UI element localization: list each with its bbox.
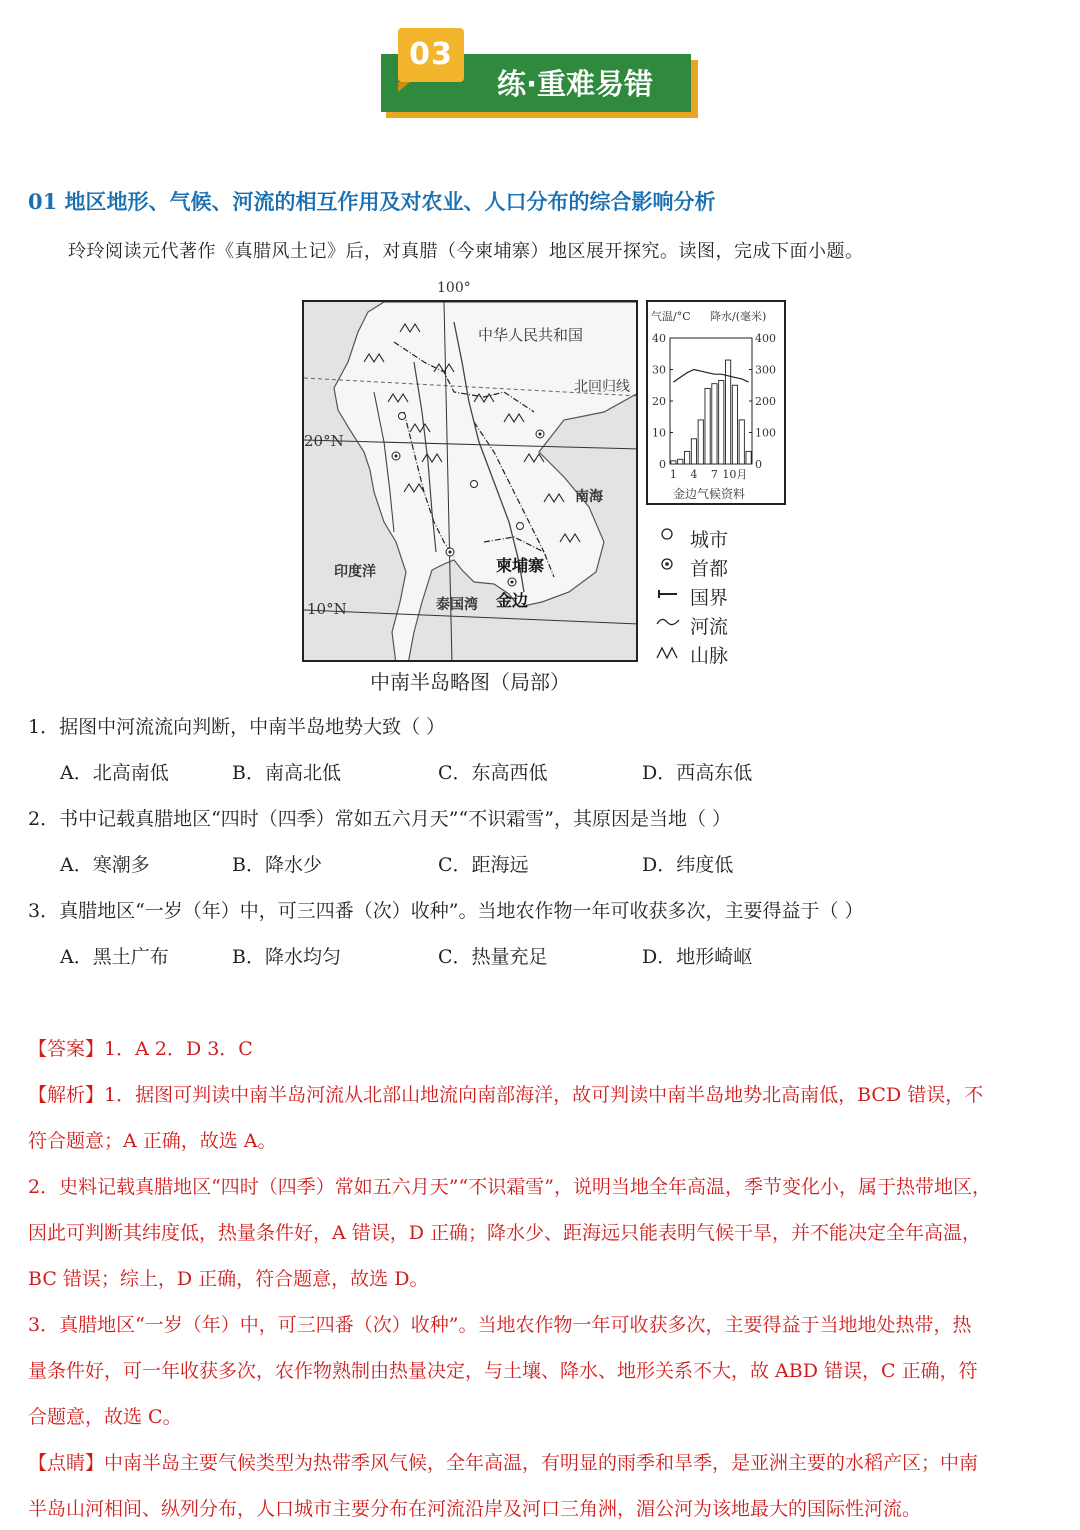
temp-tick-label: 30 [652, 363, 666, 377]
precip-tick-label: 200 [755, 395, 776, 408]
legend-symbols [655, 524, 685, 664]
map-caption: 中南半岛略图（局部） [370, 670, 570, 694]
legend-border: 国界 [690, 587, 729, 609]
temp-tick-label: 40 [652, 332, 666, 345]
question-2: 2．书中记载真腊地区“四时（四季）常如五六月天”“不识霜雪”，其原因是当地（ ） [28, 808, 731, 830]
q1-option-a: A．北高南低 [60, 762, 169, 784]
tropic-label: 北回归线 [574, 379, 630, 395]
q1-option-b: B．南高北低 [232, 762, 341, 784]
precip-bar [705, 388, 710, 464]
climate-chart [646, 300, 786, 505]
analysis-line: 符合题意；A 正确，故选 A。 [28, 1130, 277, 1152]
capital-marker-dot [449, 551, 452, 554]
south-sea-label: 南海 [575, 489, 603, 505]
cambodia-label: 柬埔寨 [496, 556, 545, 575]
chart-caption: 金边气候资料 [673, 487, 746, 501]
month-tick-label: 10月 [722, 468, 748, 481]
q3-option-c: C．热量充足 [438, 946, 548, 968]
lat20-label: 20°N [304, 432, 344, 450]
analysis-line: BC 错误；综上，D 正确，符合题意，故选 D。 [28, 1268, 429, 1290]
precip-bar [739, 420, 744, 464]
temp-tick-label: 10 [652, 426, 666, 440]
legend-capital: 首都 [690, 558, 729, 580]
capital-marker-dot [511, 581, 514, 584]
precip-bar [671, 461, 676, 464]
city-marker [399, 413, 406, 420]
precip-axis-label: 降水/(毫米) [710, 310, 767, 323]
temp-tick-label: 20 [652, 395, 666, 408]
precip-bar [698, 420, 703, 464]
question-1: 1．据图中河流流向判断，中南半岛地势大致（ ） [28, 716, 446, 738]
analysis-line: 因此可判断其纬度低，热量条件好，A 错误，D 正确；降水少、距海远只能表明气候干旱，并不能决定全年高温， [28, 1222, 982, 1244]
precip-tick-label: 300 [755, 363, 776, 377]
land-mass [334, 302, 638, 662]
analysis-line: 合题意，故选 C。 [28, 1406, 182, 1428]
longitude-label: 100° [437, 280, 471, 296]
q2-option-c: C．距海远 [438, 854, 529, 876]
q3-option-b: B．降水均匀 [232, 946, 341, 968]
tip-line: 【点睛】中南半岛主要气候类型为热带季风气候，全年高温，有明显的雨季和旱季，是亚洲主要的水稻产区；中南 [28, 1452, 979, 1474]
q3-option-d: D．地形崎岖 [642, 946, 753, 968]
capital-marker-dot [539, 433, 542, 436]
temp-axis-label: 气温/°C [651, 310, 691, 323]
precip-tick-label: 400 [755, 332, 776, 345]
precip-bar [712, 384, 717, 464]
banner-number: 03 [398, 28, 464, 82]
legend-river: 河流 [690, 616, 729, 638]
temperature-line [673, 370, 748, 383]
legend-mountain-icon [657, 648, 677, 658]
capital-marker-dot [395, 455, 398, 458]
legend-river-icon [657, 619, 679, 624]
q2-option-d: D．纬度低 [642, 854, 734, 876]
city-marker [517, 523, 524, 530]
q1-option-c: C．东高西低 [438, 762, 548, 784]
analysis-line: 【解析】1．据图可判读中南半岛河流从北部山地流向南部海洋，故可判读中南半岛地势北高南低，BCD 错误，不 [28, 1084, 984, 1106]
precip-tick-label: 0 [755, 458, 762, 471]
banner-fold [398, 82, 410, 92]
section-title: 01 地区地形、气候、河流的相互作用及对农业、人口分布的综合影响分析 [28, 189, 716, 214]
lat10-label: 10°N [307, 600, 347, 618]
china-label: 中华人民共和国 [478, 326, 584, 344]
analysis-line: 2．史料记载真腊地区“四时（四季）常如五六月天”“不识霜雪”，说明当地全年高温，季节变化小，属于热带地区， [28, 1176, 991, 1198]
precip-bar [746, 451, 751, 464]
city-marker [471, 481, 478, 488]
q1-option-d: D．西高东低 [642, 762, 753, 784]
temp-tick-label: 0 [659, 458, 666, 471]
precip-tick-label: 100 [755, 426, 776, 440]
tip-line: 半岛山河相间、纵列分布，人口城市主要分布在河流沿岸及河口三角洲，湄公河为该地最大的国际性河流。 [28, 1498, 922, 1520]
q3-option-a: A．黑土广布 [60, 946, 169, 968]
q2-option-b: B．降水少 [232, 854, 322, 876]
gulf-label: 泰国湾 [436, 597, 478, 613]
precip-bar [678, 459, 683, 464]
analysis-line: 量条件好，可一年收获多次，农作物熟制由热量决定，与土壤、降水、地形关系不大，故 ABD 错误，C 正确，符 [28, 1360, 978, 1382]
legend-mountain: 山脉 [690, 645, 729, 667]
precip-bar [732, 385, 737, 464]
month-tick-label: 7 [710, 468, 718, 481]
analysis-line: 3．真腊地区“一岁（年）中，可三四番（次）收种”。当地农作物一年可收获多次，主要得益于当地地处热带，热 [28, 1314, 972, 1336]
precip-bar [684, 451, 689, 464]
legend-city-icon [662, 529, 672, 539]
precip-bar [691, 439, 696, 464]
month-tick-label: 1 [669, 468, 677, 481]
q2-option-a: A．寒潮多 [60, 854, 150, 876]
climate-chart-svg [648, 302, 784, 503]
answer-line: 【答案】1．A 2．D 3．C [28, 1038, 253, 1060]
banner-title: 练·重难易错 [496, 67, 654, 101]
month-tick-label: 4 [690, 468, 698, 481]
legend-city: 城市 [690, 529, 729, 551]
intro-text: 玲玲阅读元代著作《真腊风土记》后，对真腊（今柬埔寨）地区展开探究。读图，完成下面小题。 [68, 241, 864, 262]
precip-bar [719, 381, 724, 464]
capital-label: 金边 [496, 591, 529, 610]
indian-ocean-label: 印度洋 [334, 564, 376, 580]
question-3: 3．真腊地区“一岁（年）中，可三四番（次）收种”。当地农作物一年可收获多次，主要得益于（ ） [28, 900, 864, 922]
legend-capital-dot [665, 562, 669, 566]
